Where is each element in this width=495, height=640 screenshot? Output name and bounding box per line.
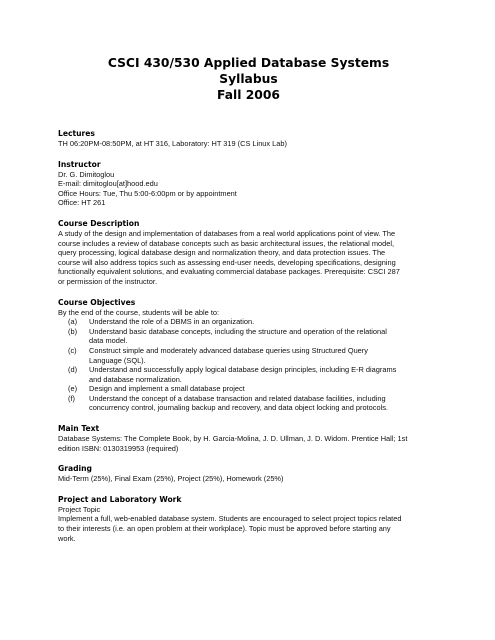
objectives-heading: Course Objectives [58, 297, 136, 307]
objective-item [68, 346, 439, 365]
description-section [58, 219, 439, 287]
objectives-intro: By the end of the course, students will be able to: [58, 307, 220, 317]
description-text [58, 229, 439, 287]
instructor-section [58, 160, 439, 208]
instructor-office: Office: HT 261 [58, 198, 106, 208]
grading-heading: Grading [58, 464, 92, 474]
objective-text: Understand the role of a DBMS in an organization. [89, 317, 255, 327]
objective-text: concurrency control, journaling backup and recovery, and data object locking and protocols. [89, 403, 388, 413]
objective-marker: (b) [68, 326, 78, 336]
description-line: or permission of the instructor. [58, 276, 157, 286]
project-line: Implement a full, web-enabled database system. Students are encouraged to select project topics related [58, 514, 402, 524]
grading-section [58, 464, 439, 484]
lectures-section [58, 129, 439, 149]
title-syllabus: Syllabus [219, 72, 278, 86]
description-heading: Course Description [58, 218, 140, 228]
objective-item [68, 317, 439, 327]
objective-text: Language (SQL). [89, 355, 146, 365]
description-line: A study of the design and implementation of databases from a real world applications point of view. The [58, 228, 396, 238]
main-text-heading: Main Text [58, 424, 100, 434]
objective-marker: (c) [68, 345, 77, 355]
lectures-text: TH 06:20PM-08:50PM, at HT 316, Laboratory: HT 319 (CS Linux Lab) [58, 139, 287, 148]
objective-text: and database normalization. [89, 374, 182, 384]
objectives-list [58, 317, 439, 413]
objectives-section [58, 298, 439, 414]
textbook-line: edition ISBN: 0130319953 (required) [58, 443, 179, 453]
objective-item [68, 365, 439, 384]
objective-text: Understand the concept of a database transaction and related database facilities, including [89, 393, 386, 403]
instructor-email: E-mail: dimitoglou[at]hood.edu [58, 179, 158, 189]
textbook-line: Database Systems: The Complete Book, by H. Garcia-Molina, J. D. Ullman, J. D. Widom. Prentice Hall; 1st [58, 434, 408, 444]
objective-marker: (d) [68, 365, 78, 375]
objective-marker: (f) [68, 393, 75, 403]
instructor-heading: Instructor [58, 159, 101, 169]
project-line: work. [58, 533, 76, 543]
project-line: to their interests (i.e. an open problem at their workplace). Topic must be approved before starting any [58, 524, 391, 534]
project-section [58, 495, 439, 543]
objective-text: Understand and successfully apply logical database design principles, including E-R diagrams [89, 365, 397, 375]
description-line: query processing, logical database design and normalization theory, and data protection issues. The [58, 248, 386, 258]
lectures-heading: Lectures [58, 129, 95, 138]
objective-marker: (a) [68, 317, 78, 327]
instructor-name: Dr. G. Dimitoglou [58, 169, 115, 179]
objective-item [68, 384, 439, 394]
title-course: CSCI 430/530 Applied Database Systems [107, 56, 390, 70]
title-term: Fall 2006 [217, 88, 280, 102]
objective-item [68, 327, 439, 346]
grading-text: Mid-Term (25%), Final Exam (25%), Project (25%), Homework (25%) [58, 474, 284, 484]
instructor-office-hours: Office Hours: Tue, Thu 5:00-6:00pm or by appointment [58, 188, 237, 198]
objective-text: Understand basic database concepts, including the structure and operation of the relational [89, 326, 387, 336]
description-line: functionally equivalent solutions, and evaluating commercial database packages. Prerequisite: CSCI 287 [58, 267, 400, 277]
objective-text: Design and implement a small database project [89, 384, 245, 394]
objective-item [68, 394, 439, 413]
objective-text: data model. [89, 336, 128, 346]
objective-marker: (e) [68, 384, 78, 394]
description-line: course includes a review of database concepts such as basic architectural issues, the relational model, [58, 238, 395, 248]
description-line: course will also address topics such as assessing end-user needs, developing specifications, designing [58, 257, 396, 267]
main-text-section [58, 424, 439, 453]
document-title [58, 0, 439, 103]
objective-text: Construct simple and moderately advanced database queries using Structured Query [89, 345, 368, 355]
project-heading: Project and Laboratory Work [58, 494, 182, 504]
project-subheading: Project Topic [58, 504, 101, 514]
